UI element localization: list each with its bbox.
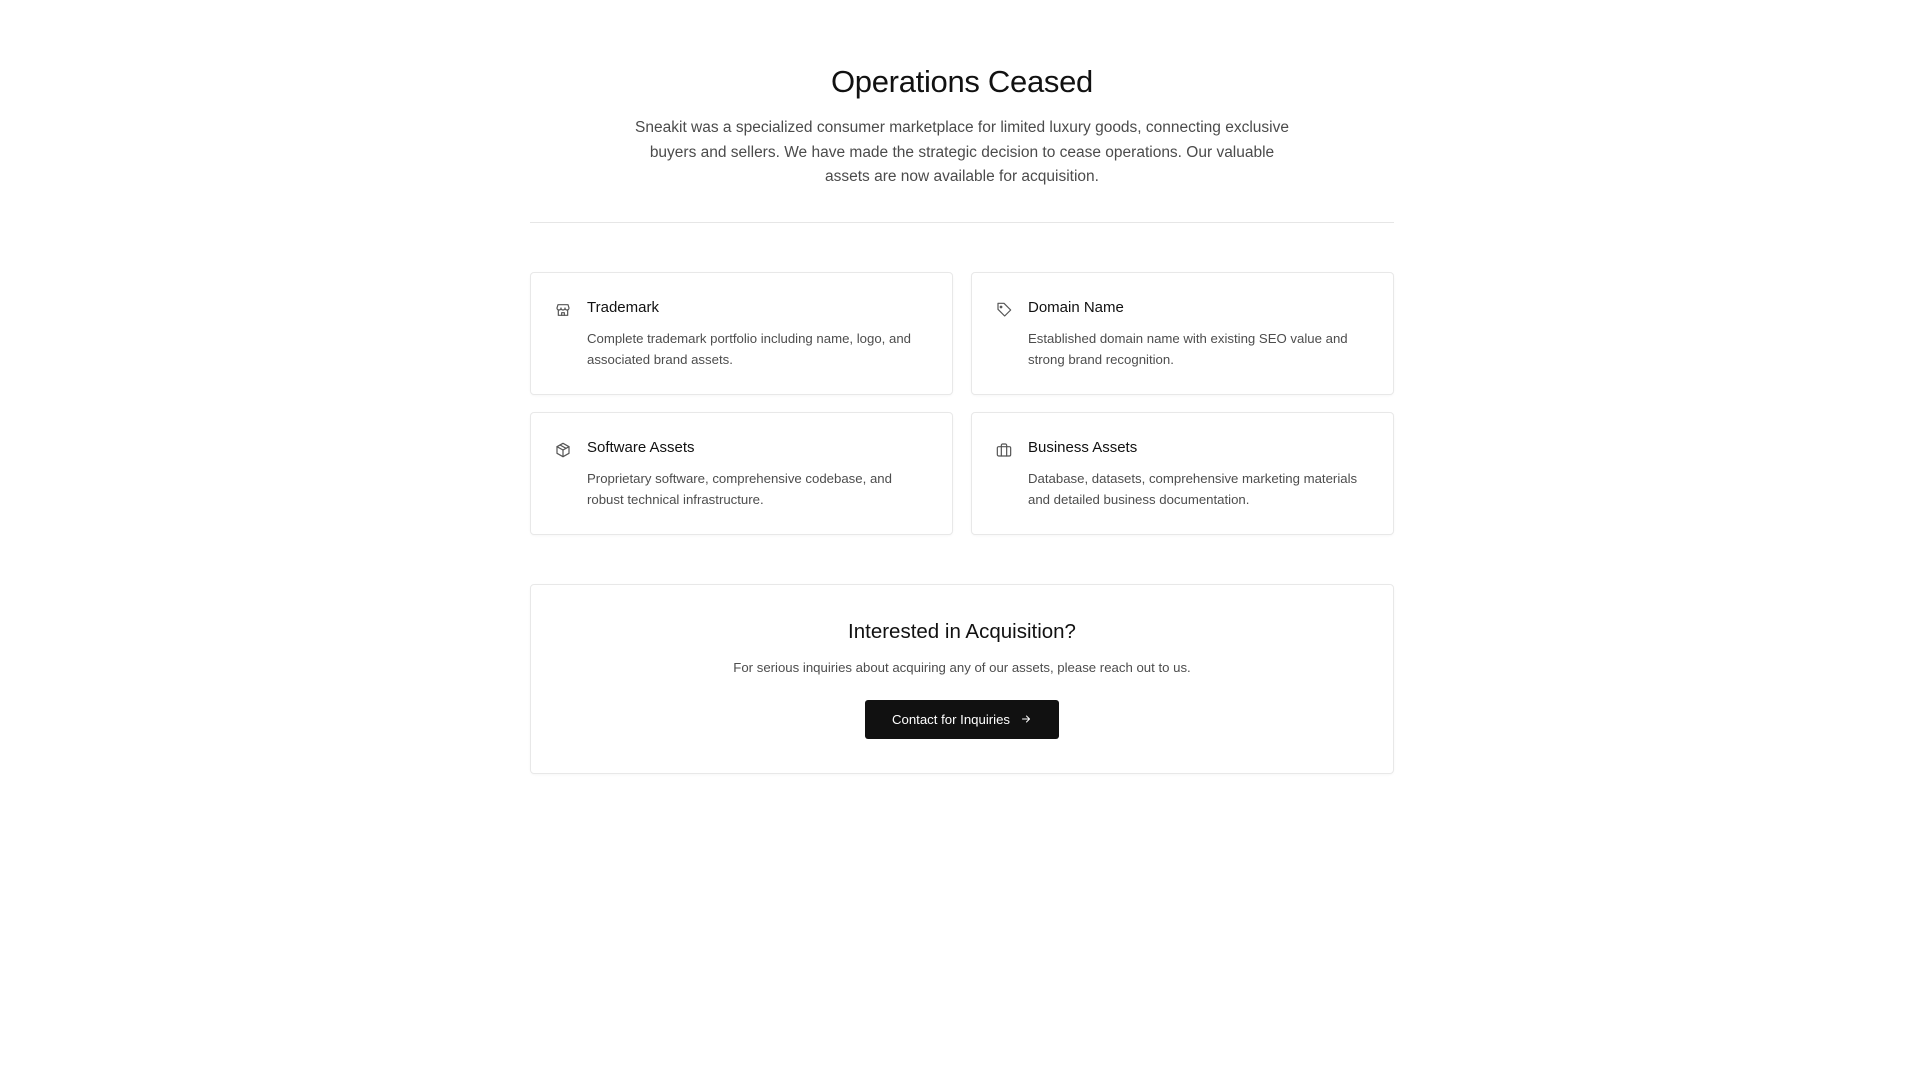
asset-card-description: Established domain name with existing SEO value and strong brand recognition. — [1028, 330, 1348, 367]
contact-button-label: Contact for Inquiries — [891, 711, 1010, 727]
main-container — [530, 0, 1394, 774]
asset-card-title: Trademark — [587, 298, 659, 316]
divider — [530, 222, 1394, 223]
asset-card-body — [1028, 438, 1369, 534]
page-description: Sneakit was a specialized consumer marketplace for limited luxury goods, connecting exclusive buyers and sellers. We have made the strategic decision to cease operations. Our valuable assets are now available for acquisition. — [635, 119, 1289, 185]
contact-for-inquiries-button[interactable] — [865, 700, 1059, 739]
asset-card-trademark — [530, 272, 953, 395]
asset-card-title: Business Assets — [1028, 438, 1138, 456]
store-icon — [555, 302, 571, 318]
asset-card-description: Database, datasets, comprehensive marketing materials and detailed business documentation. — [1028, 470, 1358, 507]
assets-grid — [530, 272, 1394, 535]
asset-card-title: Software Assets — [587, 438, 695, 456]
asset-card-body — [1028, 298, 1369, 394]
cta-title: Interested in Acquisition? — [848, 619, 1076, 643]
asset-card-description: Proprietary software, comprehensive codebase, and robust technical infrastructure. — [587, 470, 892, 507]
page-title: Operations Ceased — [830, 64, 1093, 99]
asset-card-software-assets — [530, 412, 953, 535]
briefcase-icon — [996, 442, 1012, 458]
arrow-right-icon — [1020, 713, 1032, 725]
tag-icon — [996, 302, 1012, 318]
package-icon — [555, 442, 571, 458]
cta-description: For serious inquiries about acquiring any of our assets, please reach out to us. — [733, 659, 1191, 675]
hero-section — [530, 0, 1394, 190]
asset-card-title: Domain Name — [1028, 298, 1124, 316]
asset-card-domain-name — [971, 272, 1394, 395]
asset-card-body — [587, 298, 928, 394]
asset-card-description: Complete trademark portfolio including name, logo, and associated brand assets. — [587, 330, 912, 367]
acquisition-cta-card — [530, 584, 1394, 774]
asset-card-body — [587, 438, 928, 534]
asset-card-business-assets — [971, 412, 1394, 535]
